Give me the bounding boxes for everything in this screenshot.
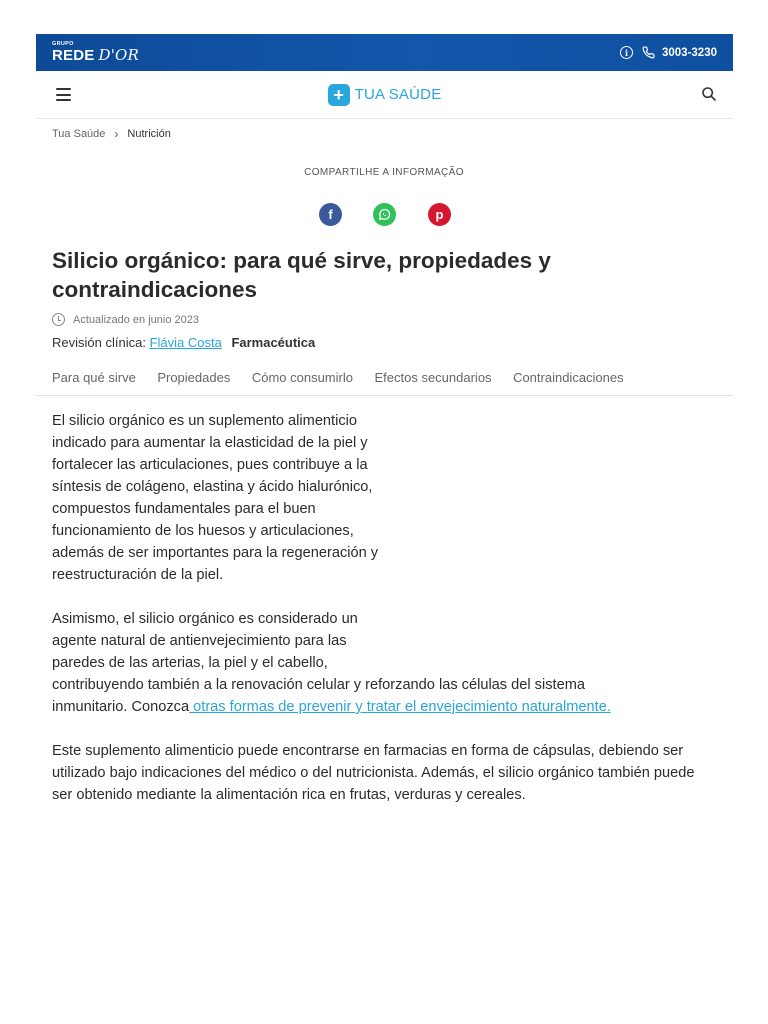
- tab-para-que-sirve[interactable]: Para qué sirve: [52, 370, 136, 385]
- facebook-share-button[interactable]: [319, 203, 342, 226]
- section-tabs: [36, 366, 733, 396]
- search-icon[interactable]: [701, 86, 717, 107]
- tab-contraindicaciones[interactable]: Contraindicaciones: [513, 370, 624, 385]
- page-title: Silicio orgánico: para qué sirve, propiedades y contraindicaciones: [52, 248, 551, 302]
- brand-rede: [52, 45, 140, 64]
- site-header: [36, 71, 733, 119]
- breadcrumb-home[interactable]: Tua Saúde: [52, 128, 106, 140]
- breadcrumb-current[interactable]: Nutrición: [127, 128, 171, 140]
- whatsapp-icon: [378, 208, 391, 221]
- tab-como-consumirlo[interactable]: Cómo consumirlo: [251, 370, 353, 385]
- text-line: paredes de las arterias, la piel y el cabello,: [52, 655, 328, 671]
- text-line: indicado para aumentar la elasticidad de la piel y: [52, 435, 368, 451]
- pinterest-share-button[interactable]: [428, 203, 451, 226]
- clinical-review: [52, 335, 315, 350]
- reviewer-role: Farmacéutica: [231, 335, 316, 350]
- share-label: COMPARTILHE A INFORMAÇÃO: [304, 167, 464, 178]
- updated-text: Actualizado en junio 2023: [73, 313, 199, 326]
- text-line: agente natural de antienvejecimiento para las: [52, 633, 347, 649]
- phone-number[interactable]: 3003-3230: [662, 46, 717, 59]
- menu-icon[interactable]: [56, 88, 71, 101]
- logo-text: TUA SAÚDE: [354, 86, 442, 103]
- tab-efectos-secundarios[interactable]: Efectos secundarios: [374, 370, 492, 385]
- pinterest-icon: p: [435, 207, 444, 222]
- text-line: reestructuración de la piel.: [52, 567, 224, 583]
- paragraph-intro: [52, 410, 702, 586]
- text-line: funcionamiento de los huesos y articulaciones,: [52, 523, 354, 539]
- phone-icon: [642, 46, 655, 59]
- tab-propiedades[interactable]: Propiedades: [157, 370, 231, 385]
- facebook-icon: f: [328, 207, 333, 222]
- clock-icon: [52, 313, 65, 326]
- paragraph-antiaging: [52, 608, 702, 718]
- aging-article-link[interactable]: otras formas de prevenir y tratar el envejecimiento naturalmente.: [189, 699, 611, 715]
- review-label: Revisión clínica:: [52, 335, 146, 350]
- info-icon[interactable]: i: [620, 46, 633, 59]
- updated-date: [52, 313, 199, 326]
- text-line: inmunitario. Conozca: [52, 699, 190, 715]
- brand-dor-text: D'OR: [98, 45, 140, 64]
- paragraph-availability: Este suplemento alimenticio puede encontrarse en farmacias en forma de cápsulas, debiendo ser utilizado bajo indicaciones del médico o del nutricionista. Además, el silicio orgánico también puede ser obtenido mediante la alimentación rica en frutas, verduras y cereales.: [52, 743, 695, 803]
- rede-dor-logo[interactable]: [52, 42, 139, 63]
- whatsapp-share-button[interactable]: [373, 203, 396, 226]
- text-line: compuestos fundamentales para el buen: [52, 501, 316, 517]
- chevron-right-icon: ›: [114, 127, 119, 141]
- brand-rede-text: REDE: [52, 46, 95, 64]
- text-line: fortalecer las articulaciones, pues contribuye a la: [52, 457, 368, 473]
- article-body: [52, 410, 702, 828]
- brand-grupo: GRUPO: [52, 41, 74, 48]
- top-bar: [36, 34, 733, 71]
- text-line: El silicio orgánico es un suplemento alimenticio: [52, 413, 358, 429]
- tua-saude-logo[interactable]: [328, 84, 442, 106]
- text-line: síntesis de colágeno, elastina y ácido hialurónico,: [52, 479, 373, 495]
- plus-icon: +: [328, 84, 350, 106]
- reviewer-link[interactable]: Flávia Costa: [149, 335, 222, 350]
- text-line: además de ser importantes para la regeneración y: [52, 545, 379, 561]
- contact-area: [620, 46, 717, 59]
- text-line: Asimismo, el silicio orgánico es considerado un: [52, 611, 358, 627]
- breadcrumb: [52, 127, 171, 141]
- text-line: contribuyendo también a la renovación celular y reforzando las células del sistema: [52, 677, 585, 693]
